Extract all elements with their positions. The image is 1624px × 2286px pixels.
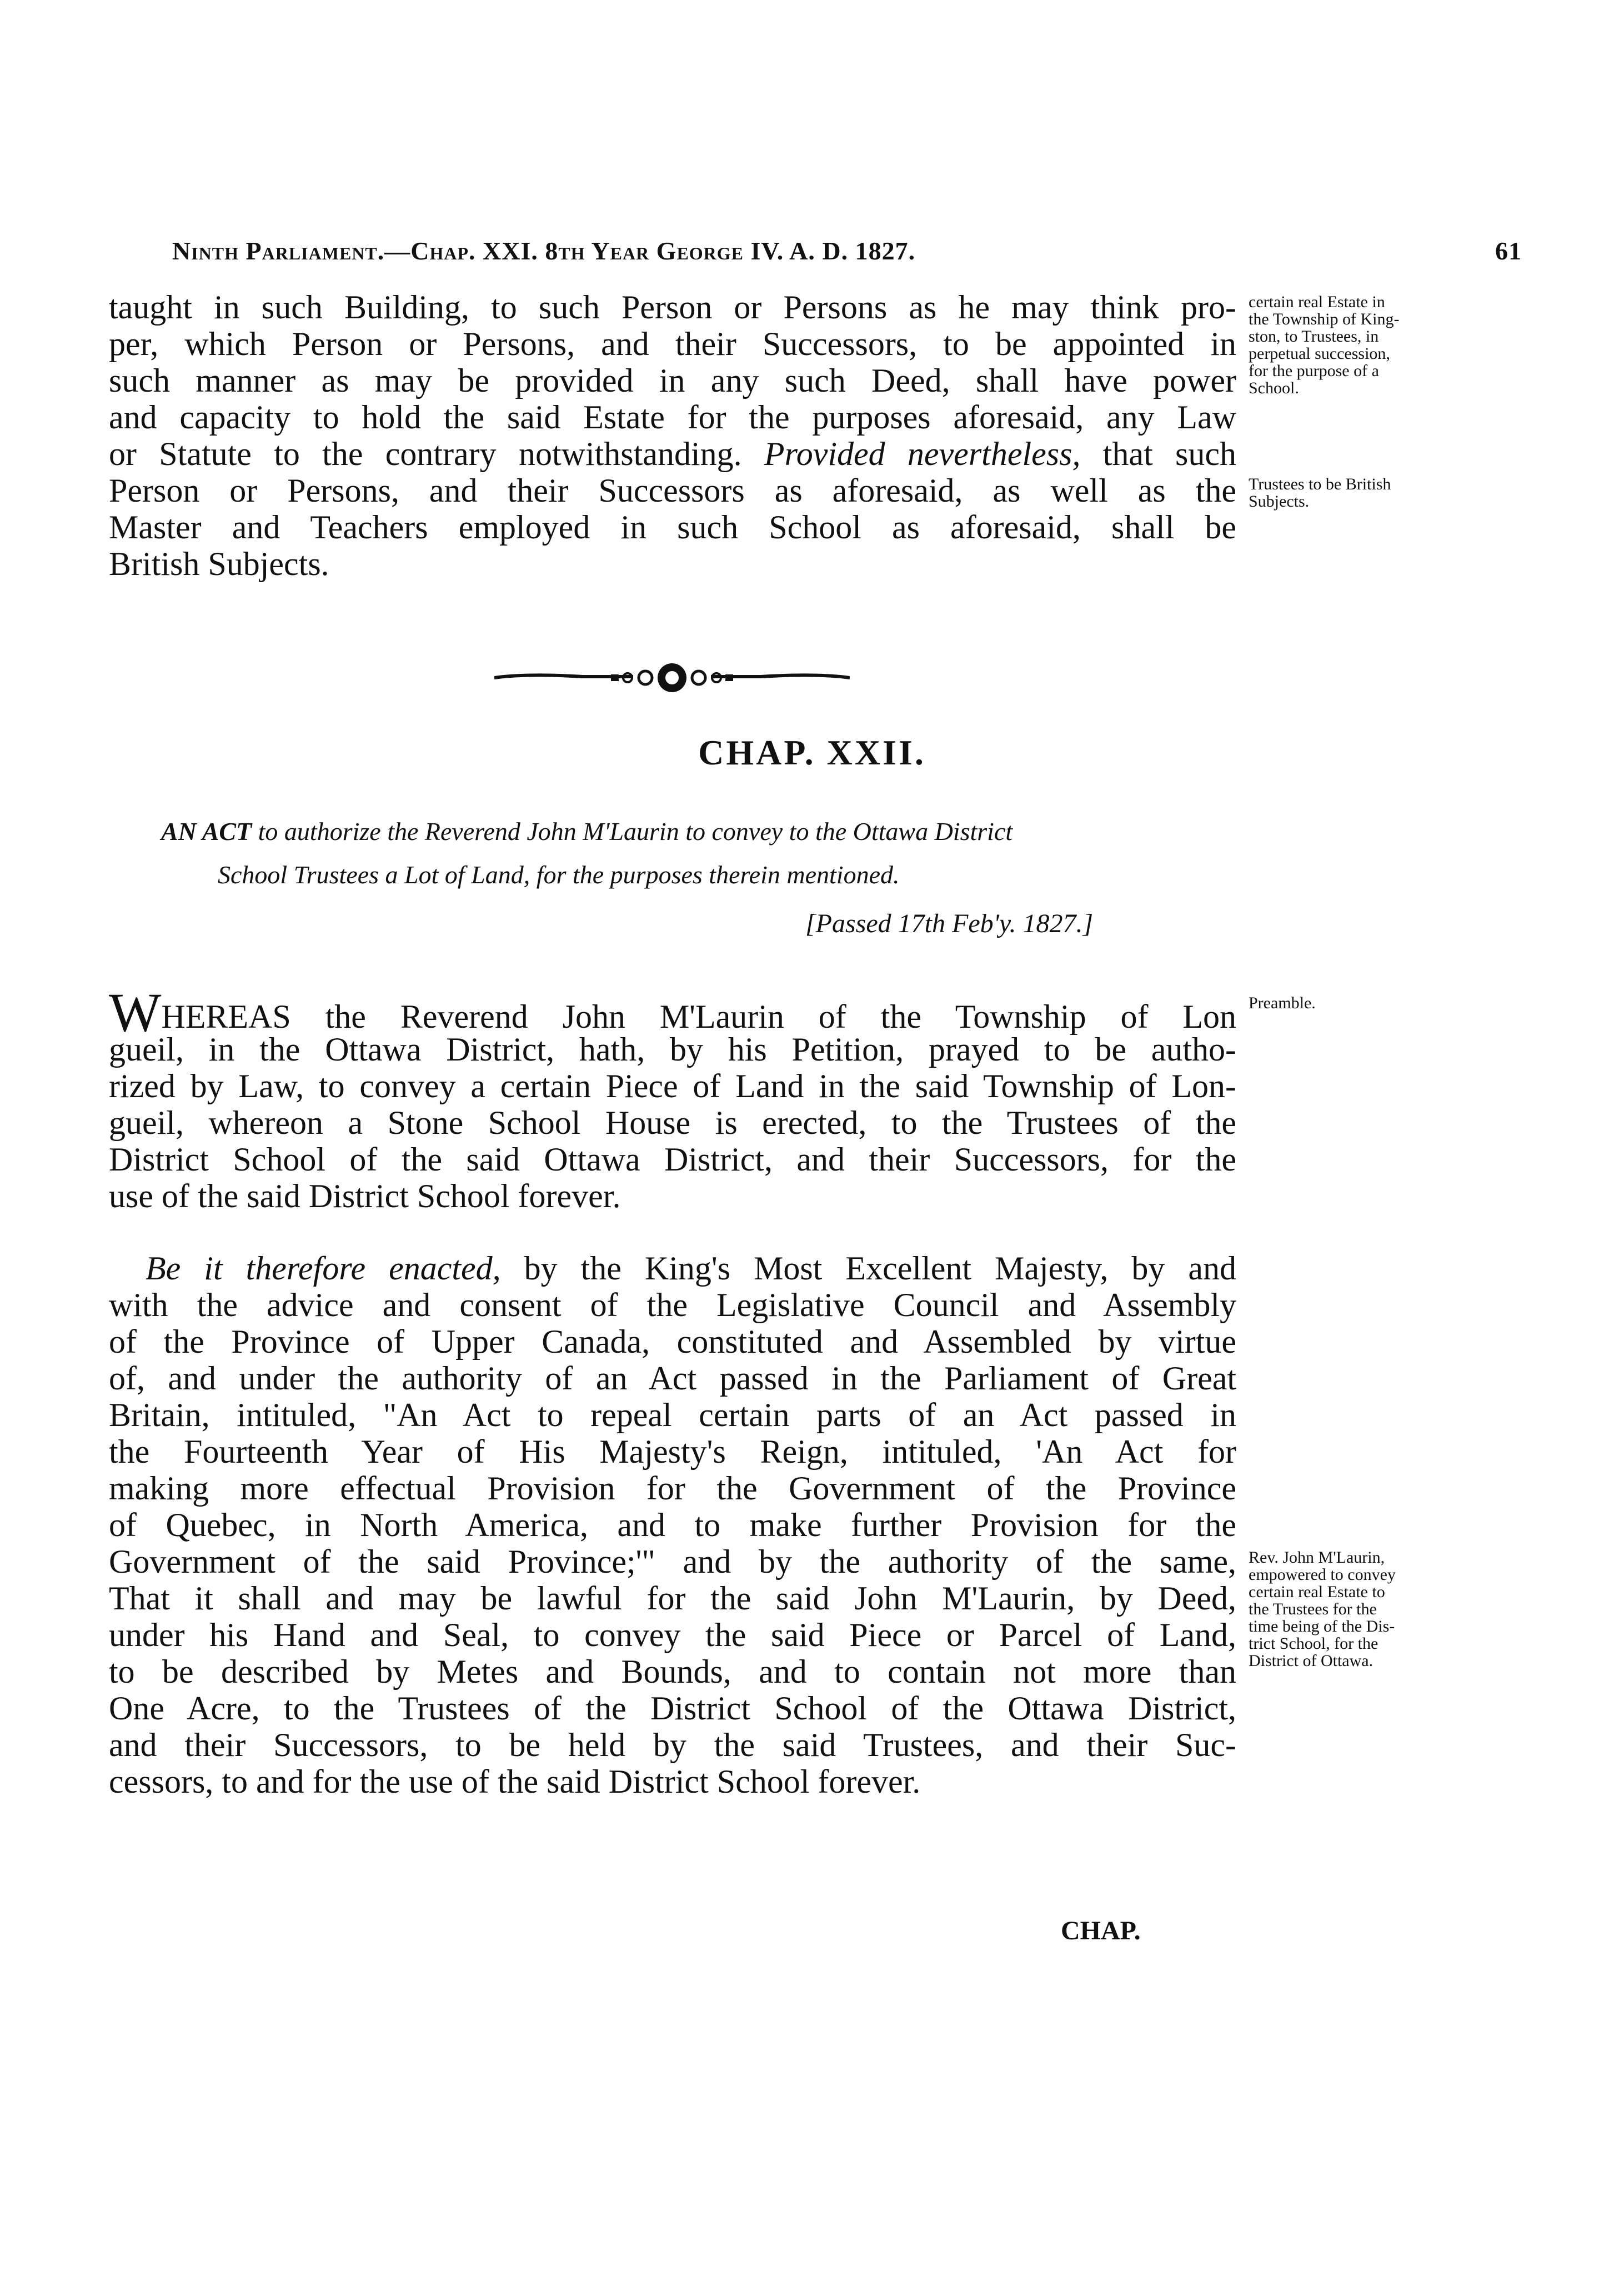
text-line: Person or Persons, and their Successors as aforesaid, as well as the (109, 472, 1236, 509)
text-line: gueil, in the Ottawa District, hath, by his Petition, prayed to be autho- (109, 1031, 1236, 1068)
text-fragment: or Statute to the contrary notwithstanding. (109, 436, 742, 472)
text-line: British Subjects. (109, 546, 329, 582)
margin-note-line: time being of the Dis- (1249, 1617, 1395, 1635)
text-line: of the Province of Upper Canada, constituted and Assembled by virtue (109, 1323, 1236, 1360)
margin-note-line: empowered to convey (1249, 1565, 1396, 1584)
text-line (109, 436, 1236, 472)
text-line: District School of the said Ottawa District, and their Successors, for the (109, 1141, 1236, 1178)
text-line (109, 1250, 1236, 1287)
text-line: taught in such Building, to such Person or Persons as he may think pro- (109, 289, 1236, 326)
chap-xxi-tail (109, 289, 1236, 582)
text-line: per, which Person or Persons, and their Successors, to be appointed in (109, 326, 1236, 362)
text-line: to be described by Metes and Bounds, and to contain not more than (109, 1653, 1236, 1690)
margin-note-line: District of Ottawa. (1249, 1652, 1374, 1670)
margin-note-line: Preamble. (1249, 994, 1316, 1012)
preamble (109, 982, 1236, 1214)
text-line (109, 982, 1236, 1043)
text-line: use of the said District School forever. (109, 1178, 621, 1214)
margin-note-line: the Trustees for the (1249, 1600, 1377, 1618)
text-line: the Fourteenth Year of His Majesty's Reign, intituled, 'An Act for (109, 1433, 1236, 1470)
margin-note-line: Subjects. (1249, 492, 1310, 511)
margin-note-line: School. (1249, 379, 1299, 397)
margin-note-line: the Township of King- (1249, 310, 1400, 328)
margin-note-line: trict School, for the (1249, 1634, 1379, 1653)
page-number: 61 (1495, 237, 1522, 265)
text-line: under his Hand and Seal, to convey the said Piece or Parcel of Land, (109, 1617, 1236, 1653)
margin-note-line: perpetual succession, (1249, 344, 1390, 363)
act-title-text: to authorize the Reverend John M'Laurin to convey to the Ottawa District (258, 817, 1013, 846)
text-line: gueil, whereon a Stone School House is erected, to the Trustees of the (109, 1104, 1236, 1141)
passed-date: [Passed 17th Feb'y. 1827.] (805, 909, 1094, 938)
text-line: and capacity to hold the said Estate for the purposes aforesaid, any Law (109, 399, 1236, 436)
drop-capital: W (109, 982, 162, 1043)
enacting-clause (109, 1250, 1236, 1800)
text-line: Government of the said Province;'" and by the authority of the same, (109, 1543, 1236, 1580)
provided-nevertheless: Provided nevertheless, (764, 436, 1081, 472)
text-line: of, and under the authority of an Act passed in the Parliament of Great (109, 1360, 1236, 1397)
ornament-divider (494, 661, 850, 694)
margin-note-line: Trustees to be British (1249, 475, 1391, 493)
text-line: with the advice and consent of the Legislative Council and Assembly (109, 1287, 1236, 1323)
chapter-title: CHAP. XXII. (698, 733, 926, 772)
running-header (111, 236, 1522, 275)
margin-note-mclaurin (1249, 1549, 1504, 1669)
catchword: CHAP. (1061, 1916, 1141, 1945)
text-line: making more effectual Provision for the Government of the Province (109, 1470, 1236, 1507)
margin-note-preamble (1249, 994, 1504, 1012)
text-line: That it shall and may be lawful for the said John M'Laurin, by Deed, (109, 1580, 1236, 1617)
margin-note-line: ston, to Trustees, in (1249, 327, 1379, 346)
margin-note-line: certain real Estate in (1249, 293, 1385, 311)
text-line: cessors, to and for the use of the said District School forever. (109, 1763, 921, 1800)
text-fragment: HEREAS the Reverend John M'Laurin of the Township of Lon (161, 998, 1236, 1035)
margin-note-line: Rev. John M'Laurin, (1249, 1548, 1385, 1567)
text-line: of Quebec, in North America, and to make further Provision for the (109, 1507, 1236, 1543)
text-line: One Acre, to the Trustees of the District School of the Ottawa District, (109, 1690, 1236, 1727)
running-header-title: Ninth Parliament.—Chap. XXI. 8th Year George IV. A. D. 1827. (172, 237, 916, 265)
text-line: rized by Law, to convey a certain Piece of Land in the said Township of Lon- (109, 1068, 1236, 1104)
text-line: Master and Teachers employed in such School as aforesaid, shall be (109, 509, 1236, 546)
text-line: Britain, intituled, "An Act to repeal certain parts of an Act passed in (109, 1397, 1236, 1433)
act-title-line-2: School Trustees a Lot of Land, for the purposes therein mentioned. (218, 861, 900, 889)
act-title-lead: AN ACT (161, 817, 252, 846)
text-fragment: that such (1102, 436, 1237, 472)
margin-note-line: certain real Estate to (1249, 1583, 1385, 1601)
enacting-lead: Be it therefore enacted, (146, 1250, 501, 1287)
act-title-line-1 (161, 817, 1272, 846)
text-line: and their Successors, to be held by the said Trustees, and their Suc- (109, 1727, 1236, 1763)
margin-note-line: for the purpose of a (1249, 362, 1379, 380)
margin-note-british (1249, 476, 1504, 510)
margin-note-kingston (1249, 293, 1504, 397)
text-fragment: by the King's Most Excellent Majesty, by and (524, 1250, 1236, 1287)
text-line: such manner as may be provided in any such Deed, shall have power (109, 362, 1236, 399)
